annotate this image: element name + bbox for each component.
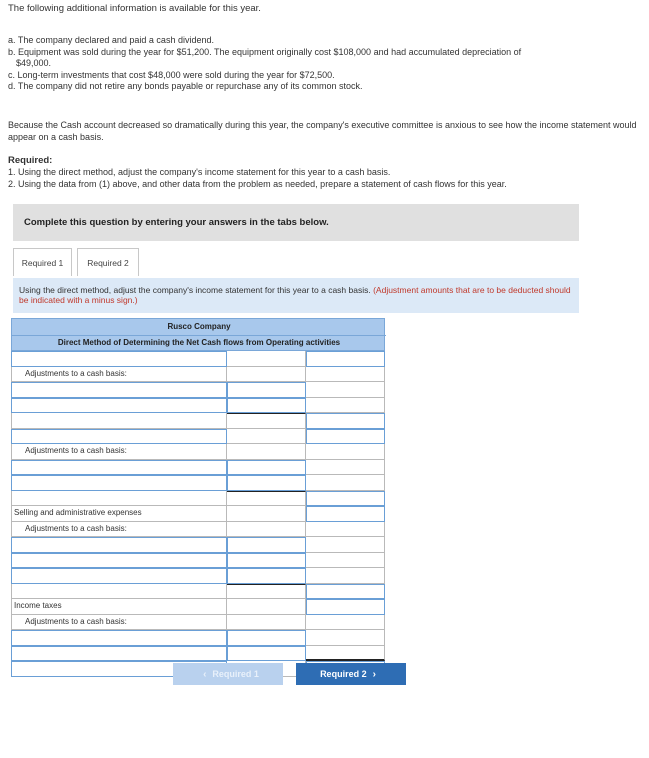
- amount-cell: [306, 615, 385, 631]
- amount-cell: [227, 615, 306, 631]
- table-row: [11, 382, 385, 398]
- amount-input[interactable]: [227, 460, 306, 476]
- amount-cell: [306, 398, 385, 414]
- table-row: [11, 491, 385, 507]
- amount-input[interactable]: [227, 537, 306, 553]
- account-select[interactable]: [11, 553, 227, 569]
- amount-input[interactable]: [227, 475, 306, 491]
- table-row: [11, 429, 385, 445]
- amount-cell: [306, 537, 385, 553]
- amount-input[interactable]: [306, 506, 385, 522]
- table-row: [11, 413, 385, 429]
- amount-cell: [306, 646, 385, 662]
- account-select[interactable]: [11, 630, 227, 646]
- amount-cell: [306, 475, 385, 491]
- table-row: [11, 460, 385, 476]
- account-select[interactable]: [11, 568, 227, 584]
- account-select[interactable]: [11, 475, 227, 491]
- amount-input[interactable]: [306, 491, 385, 507]
- instruction-banner: Complete this question by entering your answers in the tabs below.: [13, 204, 579, 241]
- amount-cell: [227, 351, 306, 367]
- amount-input[interactable]: [306, 599, 385, 615]
- account-select[interactable]: [11, 382, 227, 398]
- amount-input[interactable]: [227, 646, 306, 662]
- context-paragraph: Because the Cash account decreased so dramatically during this year, the company's executive committee is anxious to see how the income statement would appear on a cash basis.: [8, 120, 637, 142]
- amount-cell: [306, 367, 385, 383]
- table-row: [11, 630, 385, 646]
- instruction-main: Using the direct method, adjust the company's income statement for this year to a cash basis.: [19, 285, 371, 295]
- amount-cell: [227, 506, 306, 522]
- next-button-label: Required 2: [320, 669, 367, 679]
- label-cell: [11, 584, 227, 600]
- tab-required-2[interactable]: Required 2: [77, 248, 139, 276]
- table-row: [11, 444, 385, 460]
- amount-input[interactable]: [306, 584, 385, 600]
- adjust-label: Adjustments to a cash basis:: [11, 444, 227, 460]
- prev-button[interactable]: [173, 663, 283, 685]
- account-select[interactable]: [11, 398, 227, 414]
- account-select[interactable]: [11, 351, 227, 367]
- table-row: [11, 568, 385, 584]
- chevron-right-icon: ›: [372, 668, 376, 680]
- question-instruction: [13, 278, 579, 313]
- table-row: [11, 599, 385, 615]
- table-row: [11, 615, 385, 631]
- amount-cell: [227, 584, 306, 600]
- table-row: [11, 475, 385, 491]
- table-row: [11, 522, 385, 538]
- table-row: [11, 553, 385, 569]
- label-cell: [11, 491, 227, 507]
- amount-cell: [306, 460, 385, 476]
- table-title: Direct Method of Determining the Net Cash flows from Operating activities: [12, 335, 386, 350]
- info-item-b: b. Equipment was sold during the year for $51,200. The equipment originally cost $108,000 and had accumulated depreciation of: [8, 46, 522, 57]
- table-row: [11, 398, 385, 414]
- amount-cell: [306, 522, 385, 538]
- adjust-label: Adjustments to a cash basis:: [11, 615, 227, 631]
- amount-cell: [227, 599, 306, 615]
- info-item-d: d. The company did not retire any bonds payable or repurchase any of its common stock.: [8, 81, 363, 91]
- required-list: [8, 167, 638, 190]
- amount-cell: [306, 444, 385, 460]
- amount-cell: [306, 553, 385, 569]
- info-item-b-cont: $49,000.: [16, 58, 52, 68]
- amount-input[interactable]: [306, 429, 385, 445]
- account-select[interactable]: [11, 537, 227, 553]
- adjust-label: Adjustments to a cash basis:: [11, 522, 227, 538]
- instruction-note: (Adjustment amounts that are to be deducted should be indicated with a minus sign.): [19, 285, 571, 305]
- table-row: [11, 351, 385, 367]
- adjust-label: Adjustments to a cash basis:: [11, 367, 227, 383]
- amount-cell: [306, 568, 385, 584]
- tab-required-1[interactable]: Required 1: [13, 248, 72, 276]
- label-cell: [11, 413, 227, 429]
- account-select[interactable]: [11, 460, 227, 476]
- amount-cell: [306, 630, 385, 646]
- table-row: [11, 367, 385, 383]
- info-item-a: a. The company declared and paid a cash dividend.: [8, 35, 214, 45]
- taxes-label: Income taxes: [11, 599, 227, 615]
- amount-input[interactable]: [227, 630, 306, 646]
- table-row: [11, 584, 385, 600]
- table-header: [11, 318, 385, 351]
- account-select[interactable]: [11, 429, 227, 445]
- required-item-1: 1. Using the direct method, adjust the company's income statement for this year to a cash basis.: [8, 167, 391, 177]
- amount-cell: [227, 491, 306, 507]
- amount-input[interactable]: [227, 382, 306, 398]
- info-item-c: c. Long-term investments that cost $48,000 were sold during the year for $72,500.: [8, 69, 335, 80]
- amount-input[interactable]: [306, 351, 385, 367]
- amount-cell: [227, 367, 306, 383]
- info-list: [8, 35, 638, 93]
- amount-cell: [227, 444, 306, 460]
- next-button[interactable]: [296, 663, 406, 685]
- chevron-left-icon: ‹: [203, 668, 207, 680]
- amount-cell: [306, 382, 385, 398]
- intro-text: The following additional information is available for this year.: [8, 3, 261, 14]
- amount-input[interactable]: [306, 413, 385, 429]
- amount-cell: [227, 522, 306, 538]
- amount-cell: [227, 413, 306, 429]
- required-title: Required:: [8, 155, 53, 166]
- amount-input[interactable]: [227, 553, 306, 569]
- company-name: Rusco Company: [167, 322, 231, 331]
- prev-button-label: Required 1: [212, 669, 259, 679]
- amount-input[interactable]: [227, 398, 306, 414]
- selling-label: Selling and administrative expenses: [11, 506, 227, 522]
- amount-input[interactable]: [227, 568, 306, 584]
- account-select[interactable]: [11, 646, 227, 662]
- required-item-2: 2. Using the data from (1) above, and other data from the problem as needed, prepare a statement of cash flows for this year.: [8, 178, 507, 189]
- table-row: [11, 506, 385, 522]
- table-row: [11, 537, 385, 553]
- amount-cell: [227, 429, 306, 445]
- table-row: [11, 646, 385, 662]
- cash-flow-table: [11, 318, 385, 677]
